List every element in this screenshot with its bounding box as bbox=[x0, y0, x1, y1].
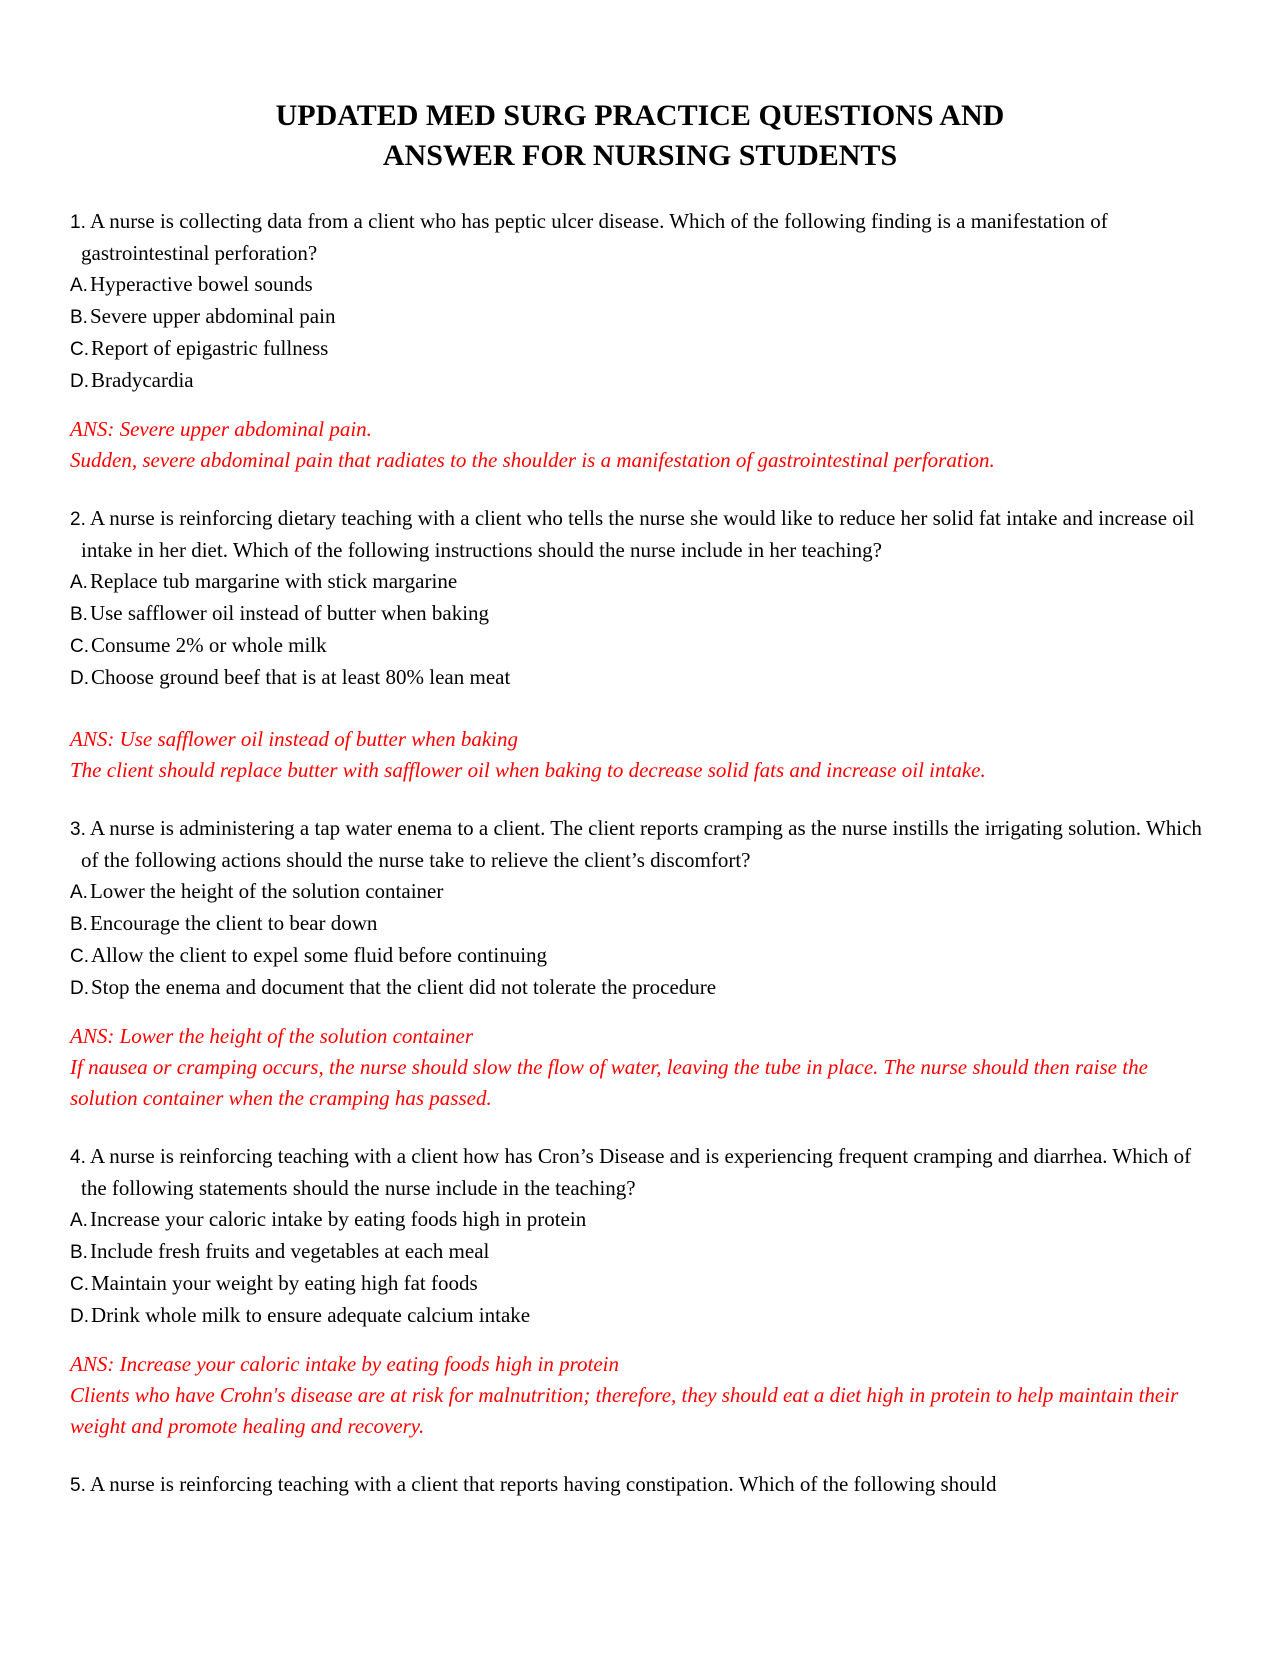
question-number: 2. bbox=[70, 509, 86, 530]
answer-block bbox=[70, 1349, 1210, 1442]
question-block-4 bbox=[70, 1141, 1210, 1442]
option-letter: D. bbox=[70, 1306, 89, 1327]
answer-line: ANS: Use safflower oil instead of butter when baking bbox=[70, 727, 518, 751]
document-title-line2: ANSWER FOR NURSING STUDENTS bbox=[382, 139, 898, 172]
question-number: 5. bbox=[70, 1475, 86, 1496]
answer-option bbox=[70, 1268, 1210, 1300]
answer-option bbox=[70, 662, 1210, 694]
answer-option bbox=[70, 1300, 1210, 1332]
answer-line: ANS: Increase your caloric intake by eating foods high in protein bbox=[70, 1352, 620, 1376]
question-stem-text: A nurse is collecting data from a client who has peptic ulcer disease. Which of the following finding is a manifestation of gastrointestinal perforation? bbox=[81, 209, 1108, 265]
question-number: 1. bbox=[70, 212, 86, 233]
option-text: Choose ground beef that is at least 80% lean meat bbox=[91, 665, 511, 689]
option-letter: A. bbox=[70, 572, 88, 593]
rationale-line: If nausea or cramping occurs, the nurse should slow the flow of water, leaving the tube in place. The nurse should then raise the solution container when the cramping has passed. bbox=[70, 1055, 1148, 1110]
question-block-3 bbox=[70, 813, 1210, 1114]
option-text: Replace tub margarine with stick margarine bbox=[89, 569, 458, 593]
option-text: Maintain your weight by eating high fat foods bbox=[91, 1271, 478, 1295]
answer-line: ANS: Lower the height of the solution container bbox=[70, 1024, 474, 1048]
answer-option bbox=[70, 598, 1210, 630]
option-text: Consume 2% or whole milk bbox=[91, 633, 327, 657]
answer-option bbox=[70, 630, 1210, 662]
answer-option bbox=[70, 940, 1210, 972]
question-number: 3. bbox=[70, 819, 86, 840]
option-text: Bradycardia bbox=[91, 368, 194, 392]
option-letter: B. bbox=[70, 1242, 88, 1263]
option-text: Severe upper abdominal pain bbox=[89, 304, 336, 328]
answer-option bbox=[70, 972, 1210, 1004]
question-block-1 bbox=[70, 206, 1210, 476]
answer-option bbox=[70, 566, 1210, 598]
question-block-2 bbox=[70, 503, 1210, 786]
rationale-line: Sudden, severe abdominal pain that radiates to the shoulder is a manifestation of gastrointestinal perforation. bbox=[70, 448, 995, 472]
option-letter: C. bbox=[70, 1274, 89, 1295]
answer-option bbox=[70, 1236, 1210, 1268]
question-block-5 bbox=[70, 1469, 1210, 1501]
option-text: Include fresh fruits and vegetables at each meal bbox=[89, 1239, 490, 1263]
option-letter: B. bbox=[70, 914, 88, 935]
answer-line: ANS: Severe upper abdominal pain. bbox=[70, 417, 372, 441]
answer-block bbox=[70, 414, 1210, 476]
option-text: Report of epigastric fullness bbox=[91, 336, 329, 360]
option-text: Encourage the client to bear down bbox=[89, 911, 378, 935]
option-text: Allow the client to expel some fluid before continuing bbox=[91, 943, 548, 967]
option-letter: C. bbox=[70, 946, 89, 967]
option-letter: A. bbox=[70, 882, 88, 903]
option-letter: C. bbox=[70, 636, 89, 657]
question-stem bbox=[70, 206, 1210, 269]
option-letter: D. bbox=[70, 668, 89, 689]
question-stem bbox=[70, 503, 1210, 566]
question-stem-text: A nurse is reinforcing teaching with a client how has Cron’s Disease and is experiencing frequent cramping and diarrhea. Which of the following statements should the nurse include in the teaching? bbox=[81, 1144, 1192, 1200]
answer-option bbox=[70, 908, 1210, 940]
rationale-line: Clients who have Crohn's disease are at risk for malnutrition; therefore, they should eat a diet high in protein to help maintain their weight and promote healing and recovery. bbox=[70, 1383, 1179, 1438]
option-letter: B. bbox=[70, 307, 88, 328]
option-letter: D. bbox=[70, 978, 89, 999]
answer-option bbox=[70, 301, 1210, 333]
question-stem bbox=[70, 1469, 1210, 1501]
question-number: 4. bbox=[70, 1147, 86, 1168]
option-letter: B. bbox=[70, 604, 88, 625]
option-text: Stop the enema and document that the client did not tolerate the procedure bbox=[91, 975, 717, 999]
option-letter: C. bbox=[70, 339, 89, 360]
document-title bbox=[70, 96, 1210, 176]
option-letter: A. bbox=[70, 275, 88, 296]
answer-option bbox=[70, 1204, 1210, 1236]
document-title-line1: UPDATED MED SURG PRACTICE QUESTIONS AND bbox=[275, 99, 1005, 132]
answer-option bbox=[70, 333, 1210, 365]
option-text: Lower the height of the solution container bbox=[89, 879, 444, 903]
option-letter: D. bbox=[70, 371, 89, 392]
option-text: Drink whole milk to ensure adequate calcium intake bbox=[91, 1303, 531, 1327]
answer-block bbox=[70, 724, 1210, 786]
answer-block bbox=[70, 1021, 1210, 1114]
question-stem bbox=[70, 1141, 1210, 1204]
answer-option bbox=[70, 365, 1210, 397]
question-stem-text: A nurse is reinforcing teaching with a client that reports having constipation. Which of the following should bbox=[89, 1472, 997, 1496]
question-stem bbox=[70, 813, 1210, 876]
answer-option bbox=[70, 269, 1210, 301]
rationale-line: The client should replace butter with safflower oil when baking to decrease solid fats and increase oil intake. bbox=[70, 758, 986, 782]
answer-option bbox=[70, 876, 1210, 908]
option-text: Use safflower oil instead of butter when baking bbox=[89, 601, 490, 625]
option-text: Increase your caloric intake by eating foods high in protein bbox=[89, 1207, 587, 1231]
option-text: Hyperactive bowel sounds bbox=[89, 272, 313, 296]
option-letter: A. bbox=[70, 1210, 88, 1231]
question-stem-text: A nurse is administering a tap water enema to a client. The client reports cramping as the nurse instills the irrigating solution. Which of the following actions should the nurse take to relieve the client’s discomfort? bbox=[81, 816, 1202, 872]
question-stem-text: A nurse is reinforcing dietary teaching with a client who tells the nurse she would like to reduce her solid fat intake and increase oil intake in her diet. Which of the following instructions should the nurse include in her teaching? bbox=[81, 506, 1195, 562]
